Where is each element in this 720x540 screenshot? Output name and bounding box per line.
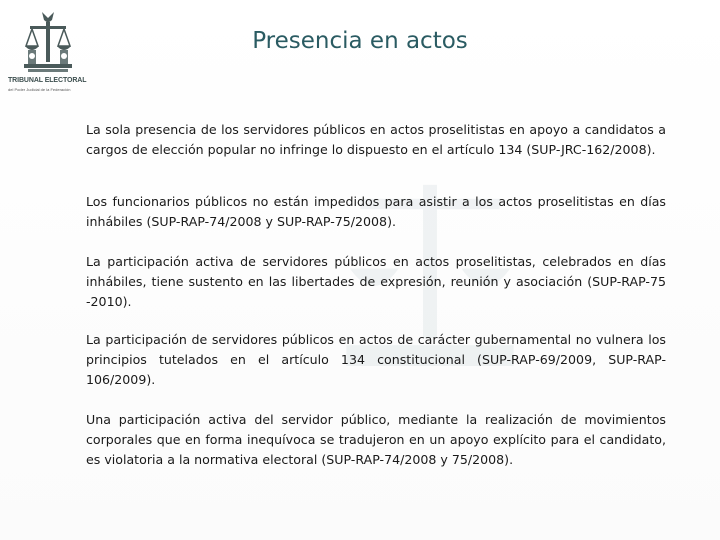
page-title: Presencia en actos: [252, 28, 468, 54]
logo-name: TRIBUNAL ELECTORAL: [8, 77, 87, 84]
paragraph-2: Los funcionarios públicos no están impedidos para asistir a los actos proselitistas en días inhábiles (SUP-RAP-74/2008 y SUP-RAP-75/2008).: [86, 194, 666, 229]
paragraph-1: La sola presencia de los servidores públicos en actos proselitistas en apoyo a candidatos a cargos de elección popular no infringe lo dispuesto en el artículo 134 (SUP-JRC-162/2008).: [86, 122, 666, 157]
logo-subtitle: del Poder Judicial de la Federación: [8, 87, 71, 92]
tribunal-logo: [8, 10, 86, 98]
paragraph-5: Una participación activa del servidor público, mediante la realización de movimientos corporales que en forma inequívoca se tradujeron en un apoyo explícito para el candidato, es violatoria a la normativa electoral (SUP-RAP-74/2008 y 75/2008).: [86, 412, 666, 467]
paragraph-3: La participación activa de servidores públicos en actos proselitistas, celebrados en días inhábiles, tiene sustento en las libertades de expresión, reunión y asociación (SUP-RAP-75 -2010).: [86, 254, 666, 309]
paragraph-4: La participación de servidores públicos en actos de carácter gubernamental no vulnera los principios tutelados en el artículo 134 constitucional (SUP-RAP-69/2009, SUP-RAP-106/2009).: [86, 332, 666, 387]
